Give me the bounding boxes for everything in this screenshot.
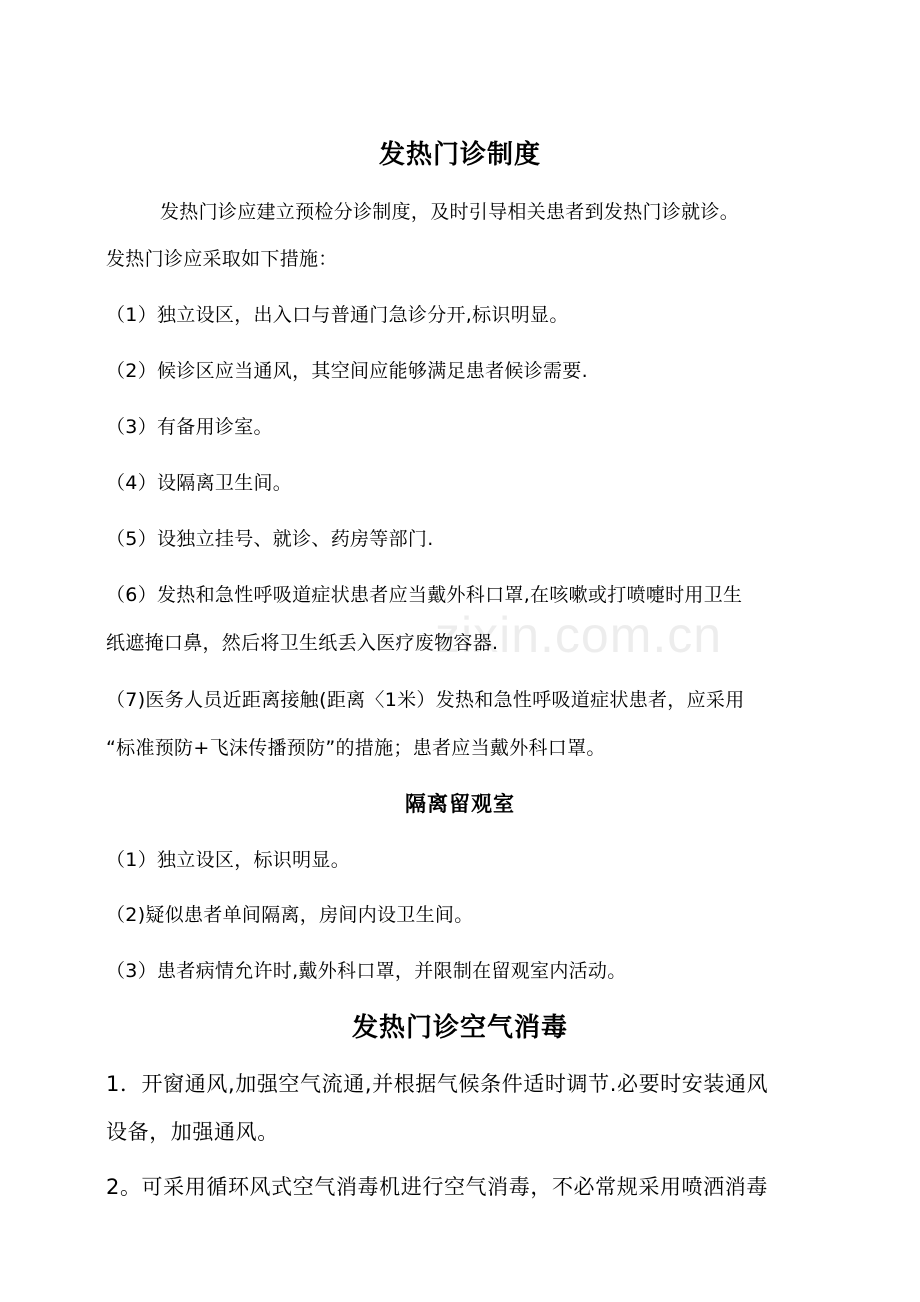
- measure-item-6: （6）发热和急性呼吸道症状患者应当戴外科口罩,在咳嗽或打喷嚏时用卫生: [106, 584, 743, 606]
- measure-item-1: （1）独立设区，出入口与普通门急诊分开,标识明显。: [106, 304, 569, 326]
- section-title-disinfection: 发热门诊空气消毒: [351, 1013, 568, 1043]
- measure-item-2: （2）候诊区应当通风，其空间应能够满足患者候诊需要.: [106, 360, 588, 382]
- measure-item-4: （4）设隔离卫生间。: [106, 472, 293, 494]
- intro-line-2: 发热门诊应采取如下措施：: [106, 248, 338, 270]
- disinfection-line-2: 设备，加强通风。: [106, 1120, 279, 1144]
- isolation-item-1: （1）独立设区，标识明显。: [106, 849, 350, 871]
- disinfection-line-3: 2。可采用循环风式空气消毒机进行空气消毒，不必常规采用喷洒消毒: [106, 1175, 768, 1199]
- measure-item-3: （3）有备用诊室。: [106, 416, 273, 438]
- measure-item-5: （5）设独立挂号、就诊、药房等部门.: [106, 528, 434, 550]
- intro-line-1: 发热门诊应建立预检分诊制度，及时引导相关患者到发热门诊就诊。: [160, 201, 740, 223]
- measure-item-6-cont: 纸遮掩口鼻，然后将卫生纸丢入医疗废物容器.: [106, 632, 499, 654]
- section-title-isolation: 隔离留观室: [405, 792, 515, 816]
- isolation-item-2: （2)疑似患者单间隔离，房间内设卫生间。: [106, 904, 474, 926]
- disinfection-line-1: 1．开窗通风,加强空气流通,并根据气候条件适时调节.必要时安装通风: [106, 1072, 769, 1096]
- isolation-item-3: （3）患者病情允许时,戴外科口罩，并限制在留观室内活动。: [106, 960, 627, 982]
- document-title: 发热门诊制度: [378, 140, 541, 170]
- measure-item-7: （7)医务人员近距离接触(距离〈1米）发热和急性呼吸道症状患者，应采用: [106, 689, 745, 711]
- watermark: zixin.com.cn: [435, 607, 723, 663]
- measure-item-7-cont: “标准预防+飞沫传播预防”的措施；患者应当戴外科口罩。: [106, 737, 606, 759]
